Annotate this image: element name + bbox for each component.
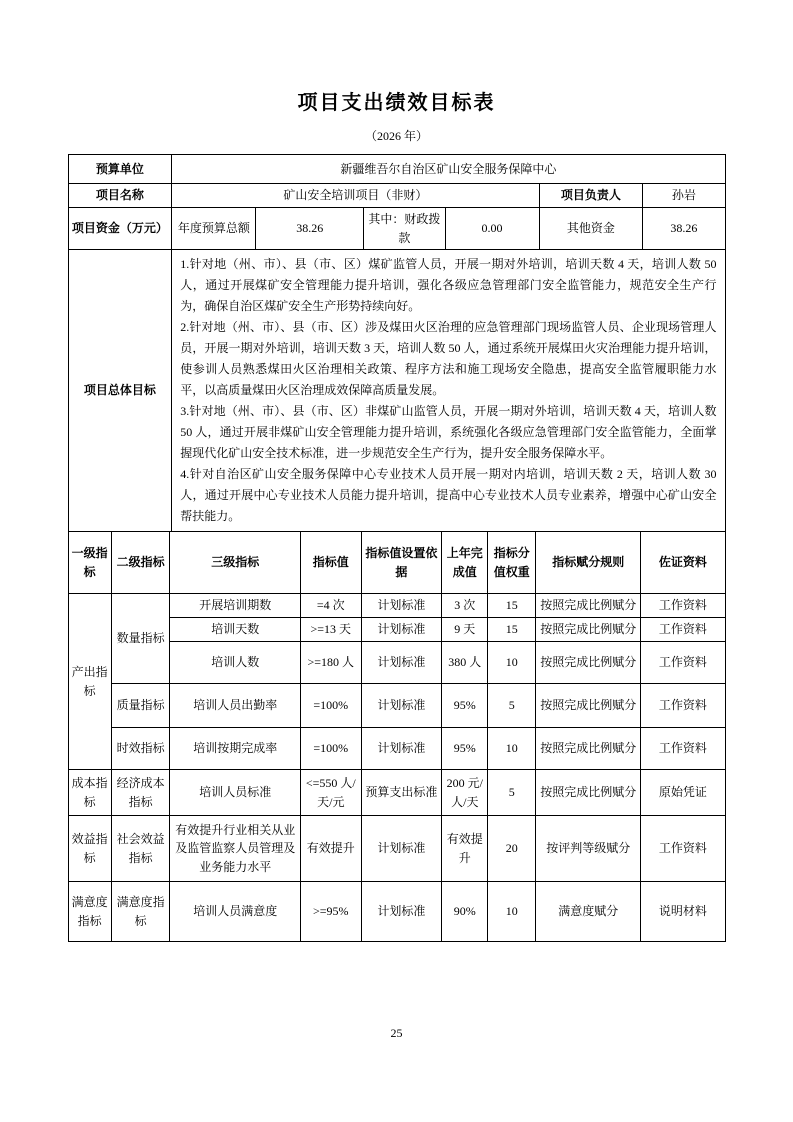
indicator-row (68, 882, 725, 942)
cell-value: <=550 人/天/元 (301, 770, 361, 816)
page-number: 25 (390, 1026, 403, 1040)
budget-unit-row (68, 155, 725, 184)
cell-last-year: 9 天 (442, 618, 488, 642)
cell-weight: 5 (488, 770, 536, 816)
cell-evidence: 工作资料 (641, 728, 725, 770)
cell-level3: 培训人员出勤率 (170, 684, 301, 728)
project-name-label-cell: 项目名称 (68, 184, 172, 208)
cell-level3: 培训人员满意度 (170, 882, 301, 942)
cell-last-year: 200 元/人/天 (442, 770, 488, 816)
cell-level3: 开展培训期数 (170, 594, 301, 618)
level2-satisfaction-cell: 满意度指标 (111, 882, 169, 942)
project-info-table (68, 154, 726, 250)
cell-evidence: 工作资料 (641, 642, 725, 684)
cell-rule: 按照完成比例赋分 (536, 684, 641, 728)
cell-evidence: 工作资料 (641, 594, 725, 618)
header-last-year: 上年完成值 (442, 532, 488, 594)
cell-weight: 15 (488, 594, 536, 618)
overall-goal-table (68, 249, 726, 532)
cell-weight: 10 (488, 728, 536, 770)
cell-rule: 按评判等级赋分 (536, 816, 641, 882)
cell-weight: 10 (488, 642, 536, 684)
header-basis: 指标值设置依据 (361, 532, 442, 594)
goal-paragraph: 3.针对地（州、市）、县（市、区）非煤矿山监管人员，开展一期对外培训，培训天数 4 天，培训人数 50 人，通过开展非煤矿山安全管理能力提升培训，系统强化各级应急管理部门安全监管能力，全面掌握现代化矿山安全技术标准，进一步规范安全生产行为，提升安全服务保障水平。 (180, 404, 717, 461)
cell-last-year: 95% (442, 728, 488, 770)
cell-evidence: 工作资料 (641, 684, 725, 728)
cell-level3: 培训天数 (170, 618, 301, 642)
goal-paragraph: 1.针对地（州、市）、县（市、区）煤矿监管人员，开展一期对外培训，培训天数 4 天，培训人数 50 人，通过开展煤矿安全管理能力提升培训，强化各级应急管理部门安全监管能力，规范安全生产行为，确保自治区煤矿安全生产形势持续向好。 (180, 257, 717, 314)
header-evidence: 佐证资料 (641, 532, 725, 594)
other-funds-label-cell: 其他资金 (539, 208, 643, 250)
other-funds-value-cell: 38.26 (643, 208, 725, 250)
fiscal-allocation-label-cell: 其中：财政拨款 (364, 208, 445, 250)
budget-unit-value-cell: 新疆维吾尔自治区矿山安全服务保障中心 (172, 155, 725, 184)
cell-rule: 按照完成比例赋分 (536, 618, 641, 642)
header-value: 指标值 (301, 532, 361, 594)
cell-level3: 培训按期完成率 (170, 728, 301, 770)
cell-rule: 按照完成比例赋分 (536, 728, 641, 770)
cell-value: >=180 人 (301, 642, 361, 684)
indicator-row (68, 770, 725, 816)
cell-basis: 计划标准 (361, 816, 442, 882)
cell-rule: 按照完成比例赋分 (536, 594, 641, 618)
cell-value: >=95% (301, 882, 361, 942)
cell-value: =100% (301, 684, 361, 728)
indicator-row (68, 684, 725, 728)
indicator-table (68, 531, 726, 942)
cell-last-year: 90% (442, 882, 488, 942)
level2-economic-cost-cell: 经济成本指标 (111, 770, 169, 816)
goal-paragraph: 2.针对地（州、市）、县（市、区）涉及煤田火区治理的应急管理部门现场监管人员、企业现场管理人员，开展一期对外培训，培训天数 3 天，培训人数 50 人，通过系统开展煤田火灾治理能力提升培训，使参训人员熟悉煤田火区治理相关政策、程序方法和施工现场安全隐患，提高安全监管履职能力水平，以高质量煤田火区治理成效保障高质量发展。 (180, 320, 717, 398)
cell-evidence: 工作资料 (641, 618, 725, 642)
fiscal-allocation-value-cell: 0.00 (445, 208, 539, 250)
cell-basis: 计划标准 (361, 618, 442, 642)
level2-quantity-cell: 数量指标 (111, 594, 169, 684)
indicator-row (68, 816, 725, 882)
level2-quality-cell: 质量指标 (111, 684, 169, 728)
cell-level3: 培训人数 (170, 642, 301, 684)
project-funds-label-cell: 项目资金（万元） (68, 208, 172, 250)
indicator-header-row (68, 532, 725, 594)
cell-last-year: 3 次 (442, 594, 488, 618)
overall-goal-label-cell: 项目总体目标 (68, 250, 172, 532)
budget-unit-label-cell: 预算单位 (68, 155, 172, 184)
level1-output-cell: 产出指标 (68, 594, 111, 770)
cell-last-year: 380 人 (442, 642, 488, 684)
project-funds-row (68, 208, 725, 250)
level1-benefit-cell: 效益指标 (68, 816, 111, 882)
document-content (68, 0, 726, 942)
header-rule: 指标赋分规则 (536, 532, 641, 594)
annual-budget-label-cell: 年度预算总额 (172, 208, 256, 250)
cell-weight: 5 (488, 684, 536, 728)
overall-goal-row (68, 250, 725, 532)
project-leader-label-cell: 项目负责人 (539, 184, 643, 208)
cell-weight: 15 (488, 618, 536, 642)
cell-last-year: 95% (442, 684, 488, 728)
overall-goal-text-cell (172, 250, 725, 532)
level1-satisfaction-cell: 满意度指标 (68, 882, 111, 942)
level2-timeliness-cell: 时效指标 (111, 728, 169, 770)
cell-level3: 有效提升行业相关从业及监管监察人员管理及业务能力水平 (170, 816, 301, 882)
indicator-row (68, 728, 725, 770)
cell-last-year: 有效提升 (442, 816, 488, 882)
cell-basis: 计划标准 (361, 594, 442, 618)
level2-social-benefit-cell: 社会效益指标 (111, 816, 169, 882)
cell-evidence: 工作资料 (641, 816, 725, 882)
cell-value: >=13 天 (301, 618, 361, 642)
cell-basis: 计划标准 (361, 728, 442, 770)
cell-basis: 预算支出标准 (361, 770, 442, 816)
cell-evidence: 说明材料 (641, 882, 725, 942)
header-level3: 三级指标 (170, 532, 301, 594)
cell-basis: 计划标准 (361, 642, 442, 684)
header-level2: 二级指标 (111, 532, 169, 594)
indicator-row (68, 594, 725, 618)
cell-rule: 按照完成比例赋分 (536, 642, 641, 684)
project-leader-value-cell: 孙岩 (643, 184, 725, 208)
cell-rule: 满意度赋分 (536, 882, 641, 942)
cell-value: 有效提升 (301, 816, 361, 882)
cell-basis: 计划标准 (361, 882, 442, 942)
project-name-value-cell: 矿山安全培训项目（非财） (172, 184, 539, 208)
cell-weight: 10 (488, 882, 536, 942)
cell-rule: 按照完成比例赋分 (536, 770, 641, 816)
annual-budget-value-cell: 38.26 (256, 208, 364, 250)
goal-paragraph: 4.针对自治区矿山安全服务保障中心专业技术人员开展一期对内培训，培训天数 2 天，培训人数 30 人，通过开展中心专业技术人员能力提升培训，提高中心专业技术人员专业素养，增强中心矿山安全帮扶能力。 (180, 467, 717, 524)
cell-evidence: 原始凭证 (641, 770, 725, 816)
header-level1: 一级指标 (68, 532, 111, 594)
project-name-row (68, 184, 725, 208)
header-weight: 指标分值权重 (488, 532, 536, 594)
cell-value: =100% (301, 728, 361, 770)
page-title: 项目支出绩效目标表 (297, 92, 496, 114)
cell-basis: 计划标准 (361, 684, 442, 728)
cell-weight: 20 (488, 816, 536, 882)
page-subtitle: （2026 年） (364, 129, 428, 143)
cell-level3: 培训人员标准 (170, 770, 301, 816)
cell-value: =4 次 (301, 594, 361, 618)
level1-cost-cell: 成本指标 (68, 770, 111, 816)
